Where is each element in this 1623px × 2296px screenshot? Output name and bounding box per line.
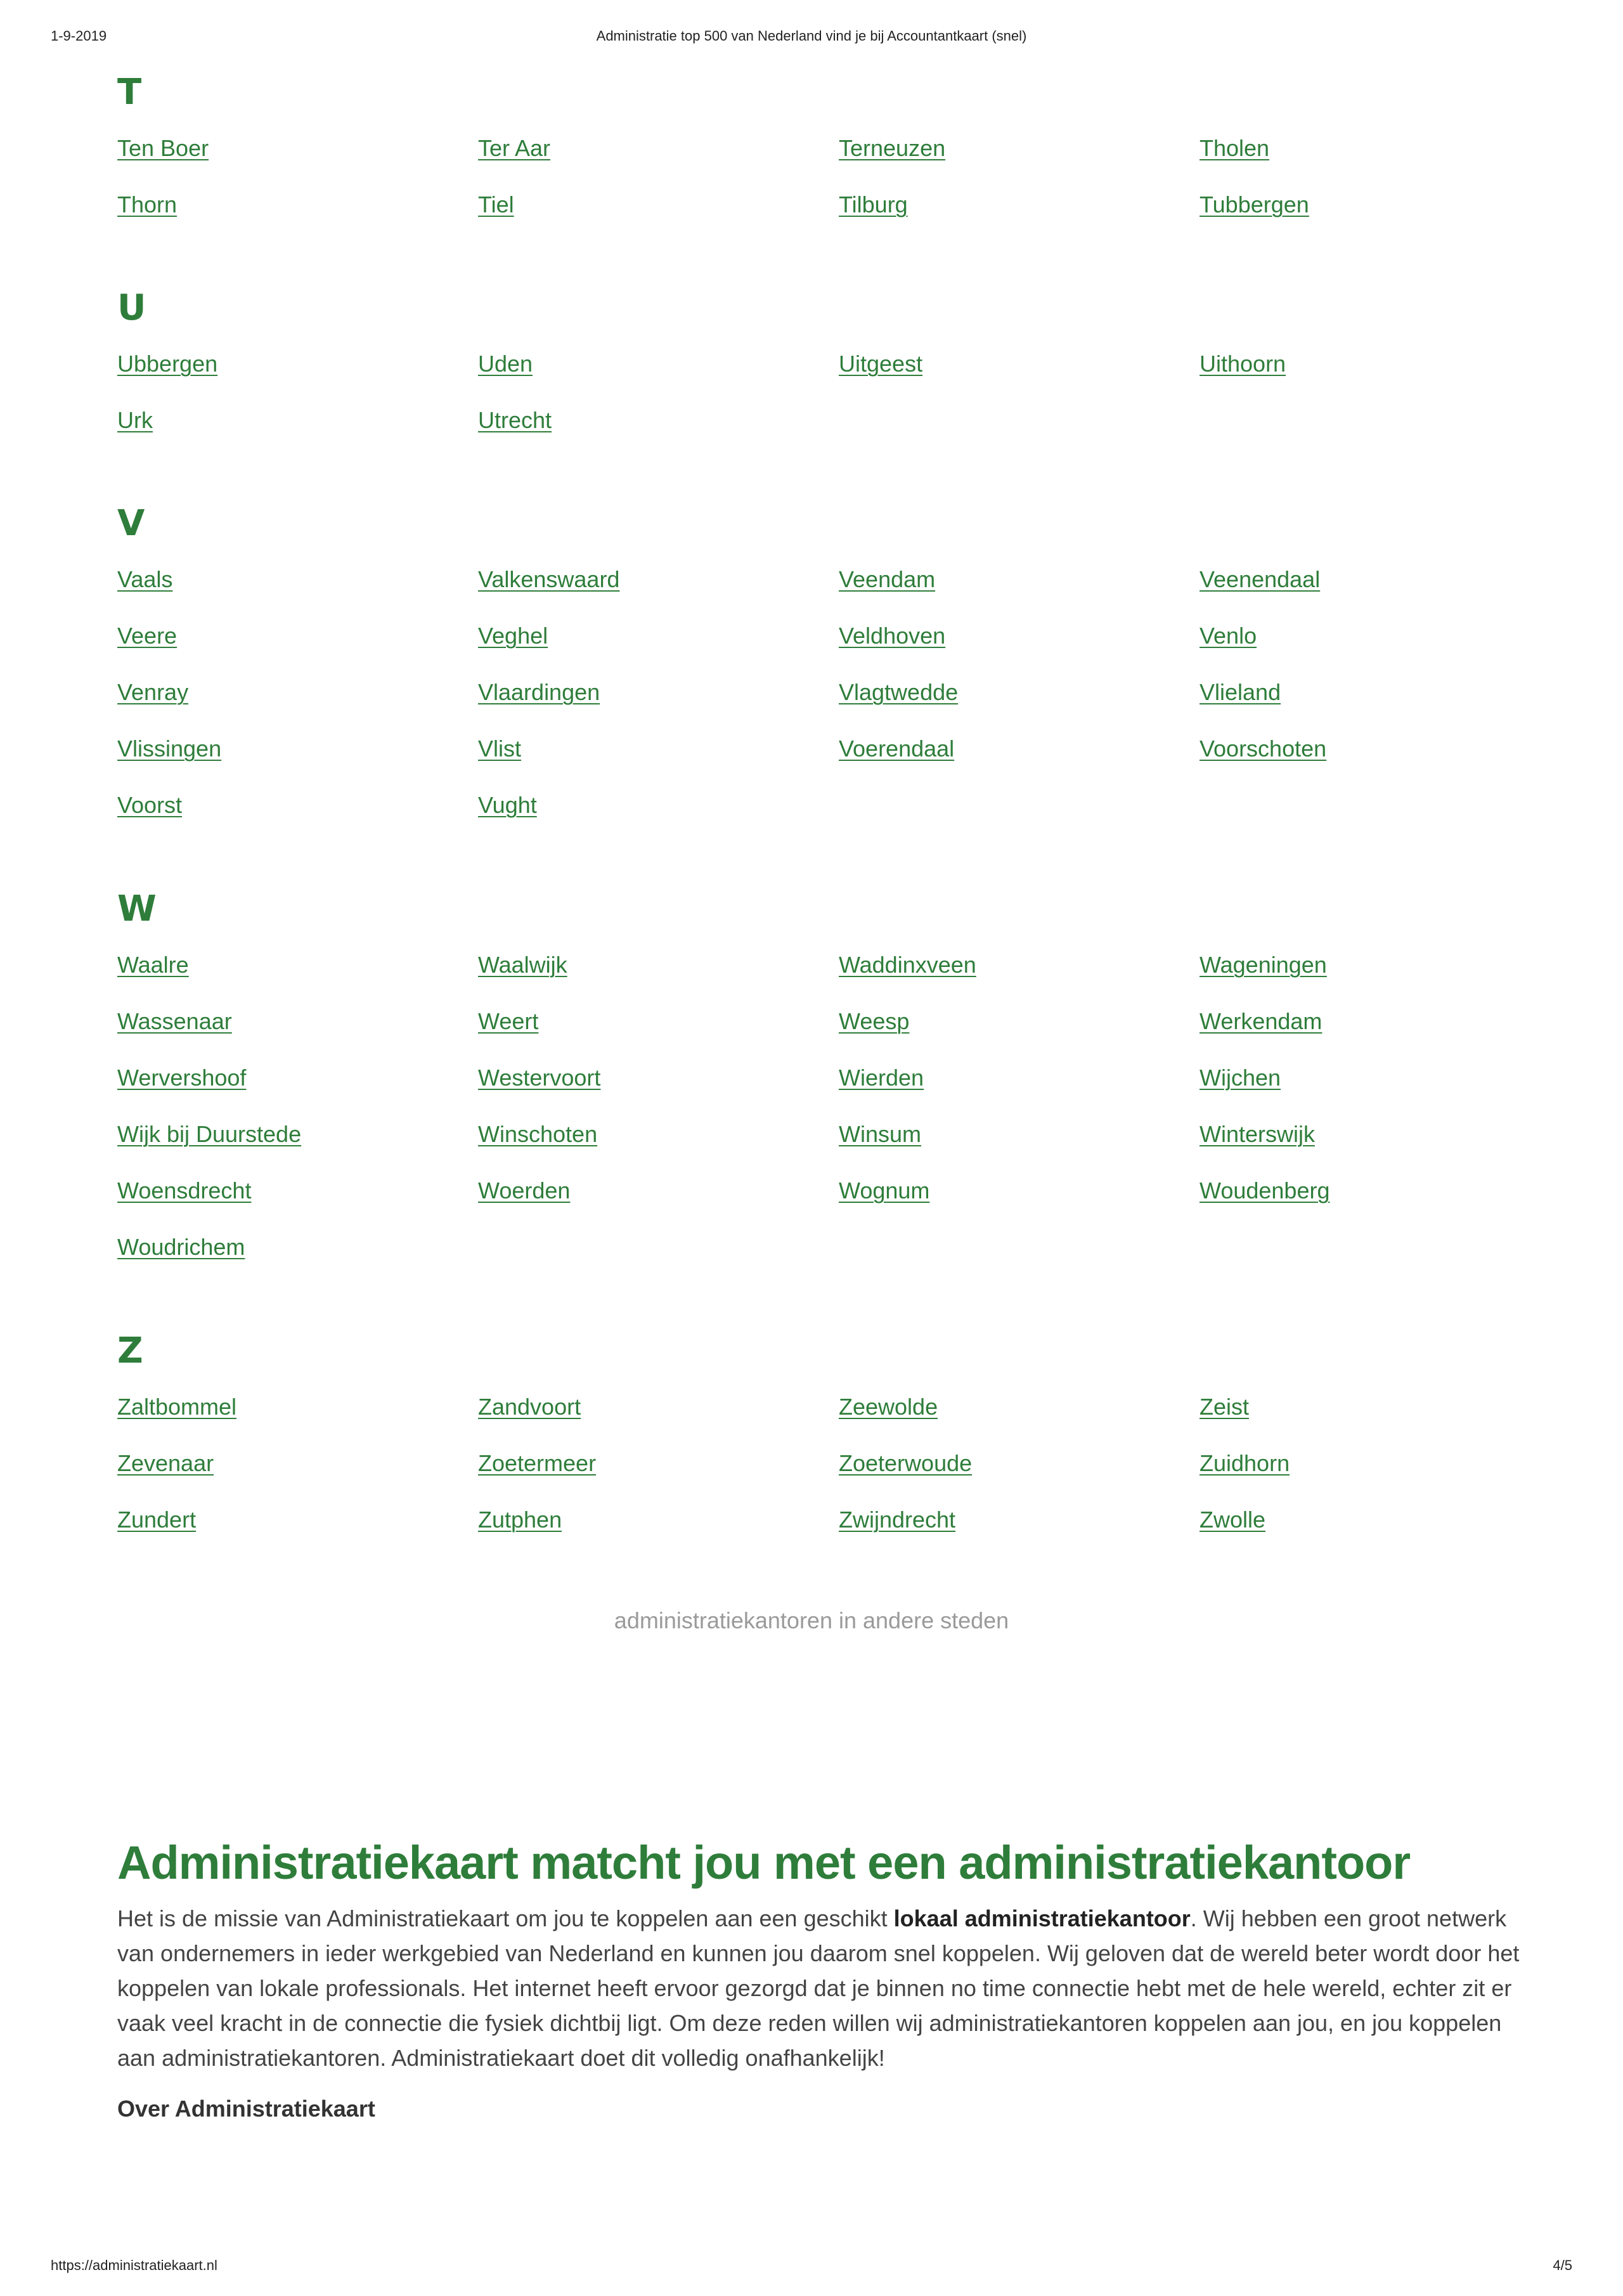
city-link[interactable]: Waalre [117, 952, 189, 978]
print-url: https://administratiekaart.nl [51, 2257, 217, 2273]
city-link[interactable]: Westervoort [478, 1065, 601, 1091]
city-link[interactable]: Thorn [117, 191, 178, 217]
city-link[interactable]: Ten Boer [117, 135, 209, 161]
city-link[interactable]: Vaals [117, 566, 173, 592]
other-cities-link[interactable]: administratiekantoren in andere steden [614, 1607, 1009, 1633]
city-link[interactable]: Voorst [117, 792, 183, 818]
city-link[interactable]: Tiel [478, 191, 514, 217]
city-link[interactable]: Wognum [839, 1177, 930, 1203]
city-link[interactable]: Venray [117, 679, 189, 705]
city-link[interactable]: Urk [117, 407, 153, 433]
city-link[interactable]: Uithoorn [1199, 351, 1286, 377]
print-page-number: 4/5 [1553, 2257, 1572, 2273]
city-link[interactable]: Weesp [839, 1008, 910, 1034]
city-link[interactable]: Zuidhorn [1199, 1450, 1290, 1476]
city-link[interactable]: Wijk bij Duurstede [117, 1121, 302, 1147]
city-link[interactable]: Vlist [478, 736, 522, 762]
mission-text-bold: lokaal administratiekantoor [893, 1905, 1191, 1931]
city-link[interactable]: Uden [478, 351, 533, 377]
city-grid [117, 952, 1512, 1291]
city-link[interactable]: Woensdrecht [117, 1177, 252, 1203]
city-link[interactable]: Zundert [117, 1507, 197, 1533]
city-link[interactable]: Veghel [478, 623, 548, 649]
city-link[interactable]: Zevenaar [117, 1450, 214, 1476]
city-link[interactable]: Tholen [1199, 135, 1270, 161]
city-link[interactable]: Winsum [839, 1121, 922, 1147]
city-link[interactable]: Vlissingen [117, 736, 222, 762]
city-link[interactable]: Veere [117, 623, 178, 649]
section-letter: W [117, 888, 157, 930]
city-link[interactable]: Weert [478, 1008, 539, 1034]
city-link[interactable]: Woerden [478, 1177, 571, 1203]
city-link[interactable]: Zoetermeer [478, 1450, 597, 1476]
section-letter: U [117, 287, 146, 328]
city-link[interactable]: Uitgeest [839, 351, 923, 377]
city-grid [117, 1394, 1512, 1564]
city-link[interactable]: Voerendaal [839, 736, 955, 762]
city-grid [117, 351, 1512, 464]
mission-text-end: . Wij hebben een groot netwerk van ondernemers in ieder werkgebied van Nederland en kunnen jou daarom snel koppelen. Wij geloven dat de wereld beter wordt door het koppelen van lokale professionals. Het internet heeft ervoor gezorgd dat je binnen no time connectie hebt met de hele wereld, echter zit er vaak veel kracht in de connectie die fysiek dichtbij ligt. Om deze reden willen wij administratiekantoren koppelen aan jou, en jou koppelen aan administratiekantoren. Administratiekaart doet dit volledig onafhankelijk! [117, 1905, 1520, 2071]
city-link[interactable]: Veendam [839, 566, 936, 592]
city-link[interactable]: Tubbergen [1199, 191, 1309, 217]
city-link[interactable]: Terneuzen [839, 135, 946, 161]
city-link[interactable]: Waddinxveen [839, 952, 976, 978]
city-link[interactable]: Zwijndrecht [839, 1507, 956, 1533]
city-link[interactable]: Zaltbommel [117, 1394, 237, 1420]
mission-heading: Administratiekaart matcht jou met een administratiekantoor [117, 1836, 1411, 1889]
city-link[interactable]: Ter Aar [478, 135, 551, 161]
city-link[interactable]: Venlo [1199, 623, 1257, 649]
city-link[interactable]: Zeist [1199, 1394, 1250, 1420]
city-link[interactable]: Vught [478, 792, 537, 818]
city-grid [117, 567, 1512, 849]
city-link[interactable]: Zeewolde [839, 1394, 938, 1420]
city-link[interactable]: Veenendaal [1199, 566, 1321, 592]
city-link[interactable]: Valkenswaard [478, 566, 620, 592]
city-link[interactable]: Zoeterwoude [839, 1450, 973, 1476]
city-link[interactable]: Wassenaar [117, 1008, 232, 1034]
city-link[interactable]: Wervershoof [117, 1065, 247, 1091]
section-letter: Z [117, 1330, 143, 1372]
city-link[interactable]: Veldhoven [839, 623, 946, 649]
city-grid [117, 136, 1512, 249]
city-link[interactable]: Waalwijk [478, 952, 567, 978]
city-link[interactable]: Winschoten [478, 1121, 598, 1147]
section-letter: T [117, 72, 142, 113]
city-link[interactable]: Ubbergen [117, 351, 218, 377]
city-link[interactable]: Woudenberg [1199, 1177, 1330, 1203]
city-link[interactable]: Vlagtwedde [839, 679, 959, 705]
city-link[interactable]: Werkendam [1199, 1008, 1322, 1034]
print-date: 1-9-2019 [51, 28, 107, 44]
city-link[interactable]: Wierden [839, 1065, 924, 1091]
city-link[interactable]: Winterswijk [1199, 1121, 1316, 1147]
city-link[interactable]: Wageningen [1199, 952, 1327, 978]
mission-paragraph [117, 1901, 1525, 2075]
city-link[interactable]: Voorschoten [1199, 736, 1327, 762]
city-link[interactable]: Vlieland [1199, 679, 1281, 705]
city-link[interactable]: Zwolle [1199, 1507, 1266, 1533]
city-link[interactable]: Zandvoort [478, 1394, 581, 1420]
city-link[interactable]: Vlaardingen [478, 679, 600, 705]
mission-text-start: Het is de missie van Administratiekaart om jou te koppelen aan een geschikt [117, 1905, 894, 1931]
city-link[interactable]: Tilburg [839, 191, 908, 217]
about-link[interactable]: Over Administratiekaart [117, 2096, 375, 2122]
city-link[interactable]: Woudrichem [117, 1234, 245, 1260]
print-document-title: Administratie top 500 van Nederland vind je bij Accountantkaart (snel) [596, 28, 1027, 44]
city-link[interactable]: Wijchen [1199, 1065, 1281, 1091]
city-link[interactable]: Utrecht [478, 407, 552, 433]
city-link[interactable]: Zutphen [478, 1507, 562, 1533]
section-letter: V [117, 503, 145, 544]
